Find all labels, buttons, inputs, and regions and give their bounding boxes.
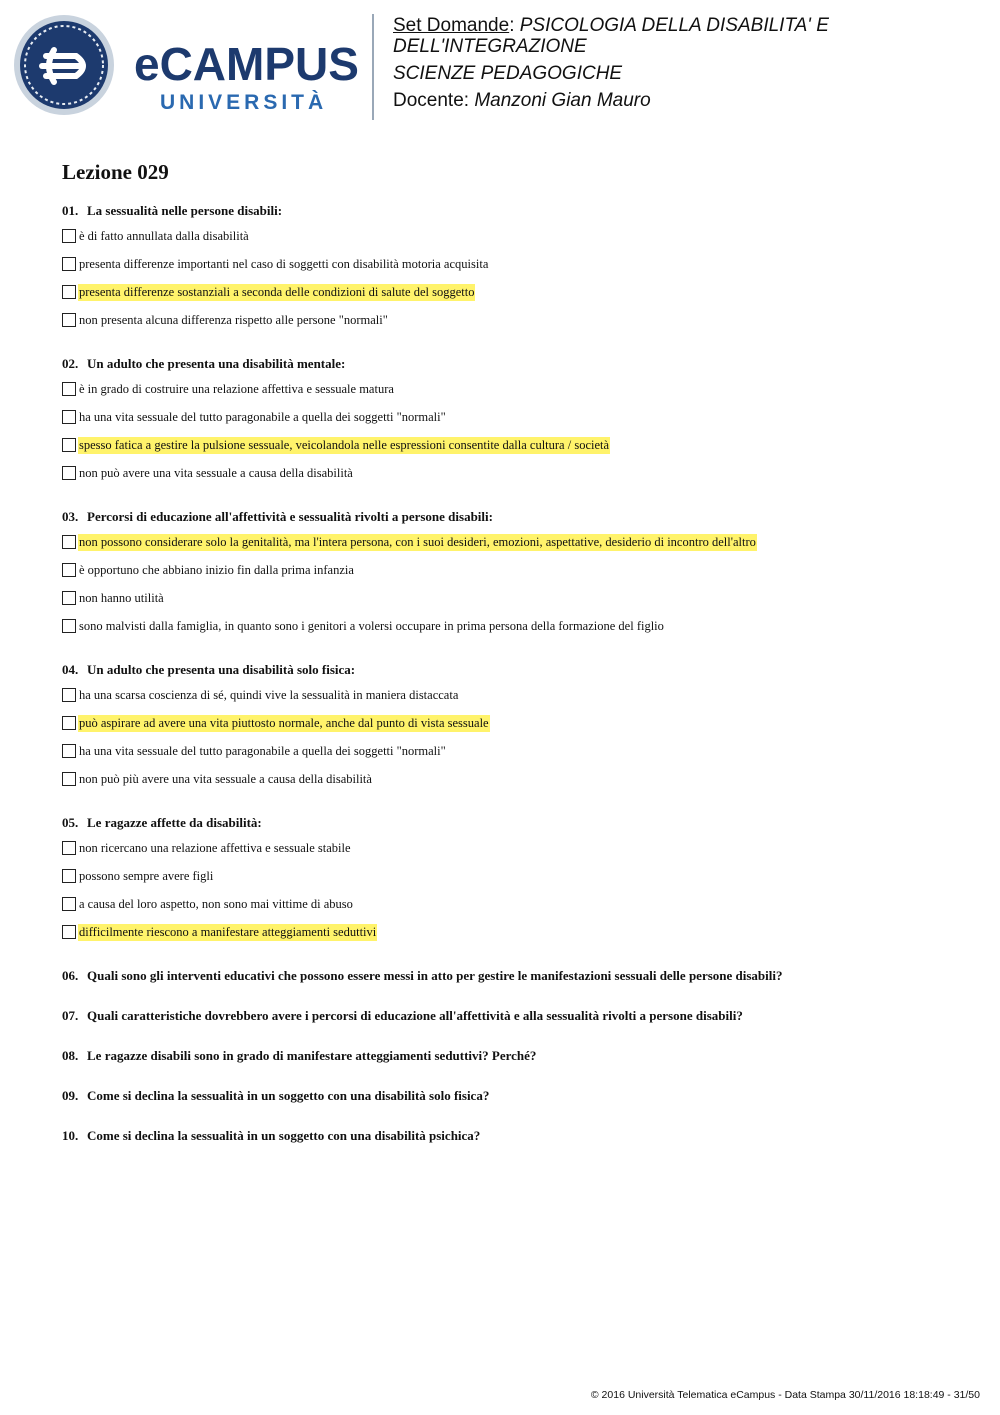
answer-checkbox[interactable] (62, 897, 76, 911)
question-heading (62, 353, 962, 375)
answer-text: possono sempre avere figli (79, 868, 214, 883)
answer-checkbox[interactable] (62, 591, 76, 605)
answer-text-highlighted: spesso fatica a gestire la pulsione sessuale, veicolandola nelle espressioni consentite dalla cultura / società (79, 437, 610, 452)
question-text: Come si declina la sessualità in un soggetto con una disabilità solo fisica? (87, 1088, 490, 1103)
answer-option-correct (62, 709, 962, 737)
answer-option (62, 834, 962, 862)
question-heading (62, 965, 962, 987)
answer-option-correct (62, 278, 962, 306)
question-heading (62, 1085, 962, 1107)
logo-brand-text: eCAMPUS (134, 38, 359, 90)
question-text: Quali caratteristiche dovrebbero avere i percorsi di educazione all'affettività e alla sessualità rivolti a persone disabili? (87, 1008, 743, 1023)
answer-option (62, 584, 962, 612)
answer-checkbox[interactable] (62, 688, 76, 702)
answer-option (62, 556, 962, 584)
answer-checkbox[interactable] (62, 438, 76, 452)
question-number: 07. (62, 1008, 79, 1023)
question-heading (62, 200, 962, 222)
question-number: 02. (62, 356, 79, 371)
answer-text-highlighted: presenta differenze sostanziali a seconda delle condizioni di salute del soggetto (79, 284, 475, 299)
answer-text: ha una vita sessuale del tutto paragonabile a quella dei soggetti "normali" (79, 409, 446, 424)
answer-option (62, 862, 962, 890)
answer-text: è di fatto annullata dalla disabilità (79, 228, 249, 243)
question-text: La sessualità nelle persone disabili: (87, 203, 283, 218)
question-text: Le ragazze disabili sono in grado di manifestare atteggiamenti seduttivi? Perché? (87, 1048, 537, 1063)
answer-checkbox[interactable] (62, 925, 76, 939)
question-heading (62, 1005, 962, 1027)
answer-option (62, 681, 962, 709)
answer-text: sono malvisti dalla famiglia, in quanto sono i genitori a volersi occupare in prima persona della formazione del figlio (79, 618, 664, 633)
answer-text: ha una scarsa coscienza di sé, quindi vive la sessualità in maniera distaccata (79, 687, 459, 702)
question (62, 812, 962, 946)
open-question (62, 1085, 962, 1107)
question-text: Come si declina la sessualità in un soggetto con una disabilità psichica? (87, 1128, 481, 1143)
answer-text: presenta differenze importanti nel caso di soggetti con disabilità motoria acquisita (79, 256, 489, 271)
answer-text: non può più avere una vita sessuale a causa della disabilità (79, 771, 372, 786)
docente-name: Manzoni Gian Mauro (474, 90, 651, 111)
answer-text: è in grado di costruire una relazione affettiva e sessuale matura (79, 381, 394, 396)
answer-checkbox[interactable] (62, 535, 76, 549)
answer-option-correct (62, 528, 962, 556)
question (62, 506, 962, 640)
answer-text: non hanno utilità (79, 590, 164, 605)
open-question (62, 1125, 962, 1147)
question-list (62, 200, 962, 1165)
docente-label: Docente: (393, 90, 475, 111)
answer-option (62, 612, 962, 640)
answer-checkbox[interactable] (62, 410, 76, 424)
page-footer: © 2016 Università Telematica eCampus - Data Stampa 30/11/2016 18:18:49 - 31/50 (590, 1389, 980, 1401)
answer-text: non può avere una vita sessuale a causa della disabilità (79, 465, 353, 480)
question-number: 10. (62, 1128, 79, 1143)
answer-checkbox[interactable] (62, 744, 76, 758)
answer-text: è opportuno che abbiano inizio fin dalla prima infanzia (79, 562, 354, 577)
faculty: SCIENZE PEDAGOGICHE (393, 63, 623, 84)
answer-text: a causa del loro aspetto, non sono mai vittime di abuso (79, 896, 353, 911)
question-heading (62, 1045, 962, 1067)
question-text: Quali sono gli interventi educativi che possono essere messi in atto per gestire le manifestazioni sessuali delle persone disabili? (87, 968, 783, 983)
logo-sub-text: UNIVERSITÀ (160, 91, 328, 114)
header-info (393, 15, 973, 111)
answer-checkbox[interactable] (62, 619, 76, 633)
answer-text-highlighted: difficilmente riescono a manifestare atteggiamenti seduttivi (79, 924, 377, 939)
question-number: 05. (62, 815, 79, 830)
answer-text-highlighted: non possono considerare solo la genitalità, ma l'intera persona, con i suoi desideri, emozioni, aspettative, desiderio di incontro dell'altro (79, 534, 756, 549)
question-text: Percorsi di educazione all'affettività e sessualità rivolti a persone disabili: (87, 509, 493, 524)
question-number: 09. (62, 1088, 79, 1103)
question-number: 03. (62, 509, 79, 524)
question-number: 08. (62, 1048, 79, 1063)
question (62, 353, 962, 487)
question-text: Un adulto che presenta una disabilità mentale: (87, 356, 346, 371)
question-heading (62, 812, 962, 834)
set-sep: : (509, 15, 520, 36)
answer-checkbox[interactable] (62, 716, 76, 730)
answer-text: ha una vita sessuale del tutto paragonabile a quella dei soggetti "normali" (79, 743, 446, 758)
answer-checkbox[interactable] (62, 285, 76, 299)
answer-option (62, 765, 962, 793)
answer-checkbox[interactable] (62, 229, 76, 243)
answer-option (62, 890, 962, 918)
question-heading (62, 506, 962, 528)
answer-text-highlighted: può aspirare ad avere una vita piuttosto normale, anche dal punto di vista sessuale (79, 715, 489, 730)
answer-option-correct (62, 431, 962, 459)
course-title (393, 15, 973, 36)
answer-checkbox[interactable] (62, 257, 76, 271)
ecampus-logo (14, 14, 359, 116)
question-number: 01. (62, 203, 79, 218)
lesson-title: Lezione 029 (62, 160, 169, 184)
question-number: 06. (62, 968, 79, 983)
answer-option (62, 306, 962, 334)
answer-checkbox[interactable] (62, 313, 76, 327)
answer-option (62, 737, 962, 765)
open-question (62, 1005, 962, 1027)
answer-option (62, 250, 962, 278)
header-divider (372, 14, 374, 120)
open-question (62, 1045, 962, 1067)
answer-option (62, 375, 962, 403)
question-text: Un adulto che presenta una disabilità solo fisica: (87, 662, 356, 677)
answer-option (62, 403, 962, 431)
answer-checkbox[interactable] (62, 869, 76, 883)
answer-checkbox[interactable] (62, 841, 76, 855)
open-question (62, 965, 962, 987)
course-title-line1: PSICOLOGIA DELLA DISABILITA' E (519, 15, 829, 36)
answer-option (62, 222, 962, 250)
question-heading (62, 659, 962, 681)
set-label: Set Domande (393, 15, 510, 36)
question-heading (62, 1125, 962, 1147)
answer-checkbox[interactable] (62, 772, 76, 786)
answer-checkbox[interactable] (62, 563, 76, 577)
docente (393, 90, 973, 111)
answer-text: non ricercano una relazione affettiva e sessuale stabile (79, 840, 351, 855)
answer-checkbox[interactable] (62, 382, 76, 396)
question (62, 200, 962, 334)
answer-checkbox[interactable] (62, 466, 76, 480)
course-title-line2: DELL'INTEGRAZIONE (393, 36, 587, 57)
question-number: 04. (62, 662, 79, 677)
answer-text: non presenta alcuna differenza rispetto alle persone "normali" (79, 312, 388, 327)
question (62, 659, 962, 793)
answer-option (62, 459, 962, 487)
question-text: Le ragazze affette da disabilità: (87, 815, 262, 830)
answer-option-correct (62, 918, 962, 946)
